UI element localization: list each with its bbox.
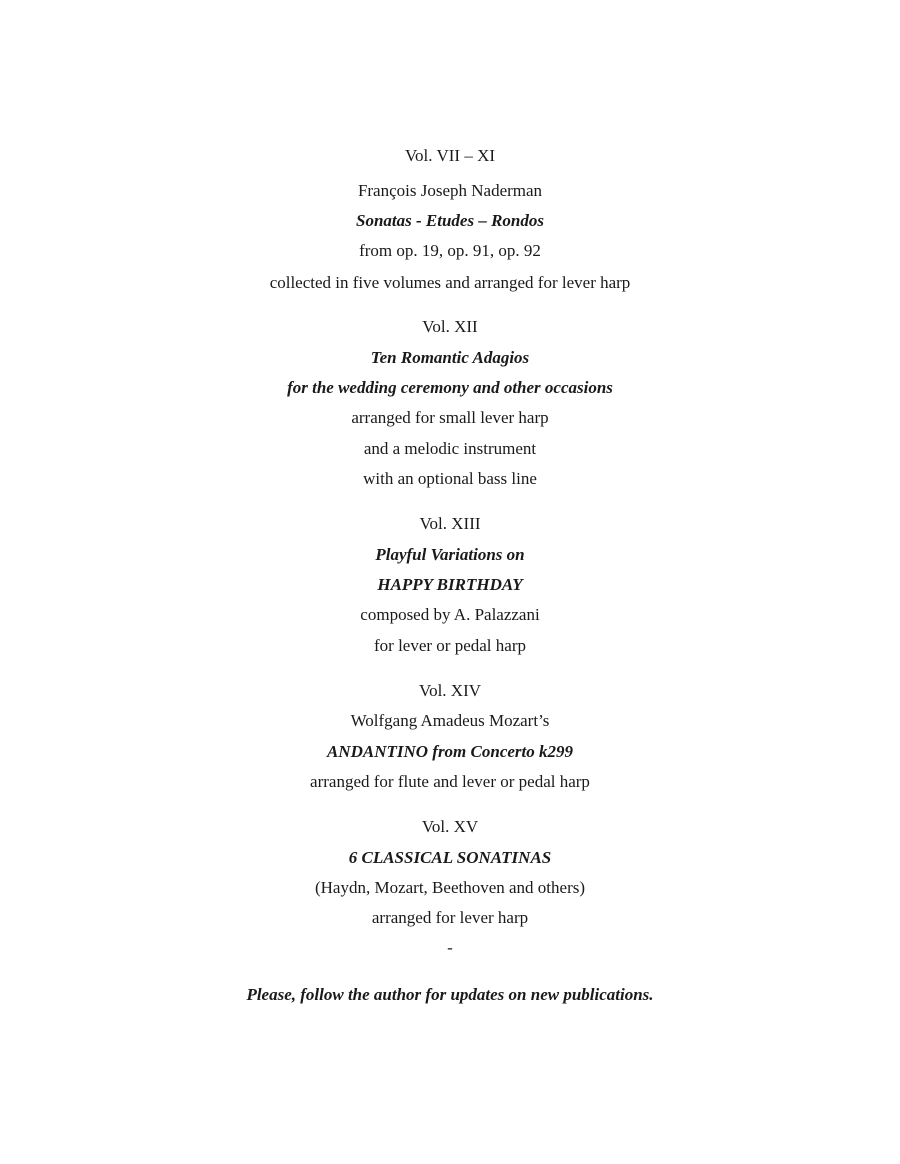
composers-list: (Haydn, Mozart, Beethoven and others) — [314, 878, 586, 897]
arrangement-note: collected in five volumes and arranged for lever harp — [269, 273, 631, 292]
volume-heading: Vol. VII – XI — [404, 146, 496, 165]
work-title: Sonatas - Etudes – Rondos — [356, 211, 544, 230]
work-title: 6 CLASSICAL SONATINAS — [348, 848, 552, 867]
composer-credit: composed by A. Palazzani — [360, 605, 540, 624]
arrangement-note: arranged for lever harp — [371, 908, 529, 927]
opus-line: from op. 19, op. 91, op. 92 — [359, 241, 541, 260]
volume-heading: Vol. XII — [422, 317, 478, 336]
arrangement-note: with an optional bass line — [363, 469, 537, 488]
composer-name: François Joseph Naderman — [357, 181, 543, 200]
work-title: Ten Romantic Adagios — [370, 348, 530, 367]
footer-note: Please, follow the author for updates on new publications. — [246, 985, 654, 1004]
separator-dash: - — [447, 938, 453, 957]
arrangement-note: arranged for flute and lever or pedal harp — [310, 772, 590, 791]
work-title: Playful Variations on — [375, 545, 525, 564]
volume-heading: Vol. XV — [421, 817, 479, 836]
arrangement-note: arranged for small lever harp — [351, 408, 549, 427]
work-title: HAPPY BIRTHDAY — [377, 575, 523, 594]
composer-name: Wolfgang Amadeus Mozart’s — [350, 711, 550, 730]
work-subtitle: for the wedding ceremony and other occasions — [287, 378, 613, 397]
volume-heading: Vol. XIII — [419, 514, 481, 533]
work-title: ANDANTINO from Concerto k299 — [326, 742, 574, 761]
arrangement-note: for lever or pedal harp — [374, 636, 526, 655]
arrangement-note: and a melodic instrument — [363, 439, 537, 458]
volume-heading: Vol. XIV — [418, 681, 482, 700]
